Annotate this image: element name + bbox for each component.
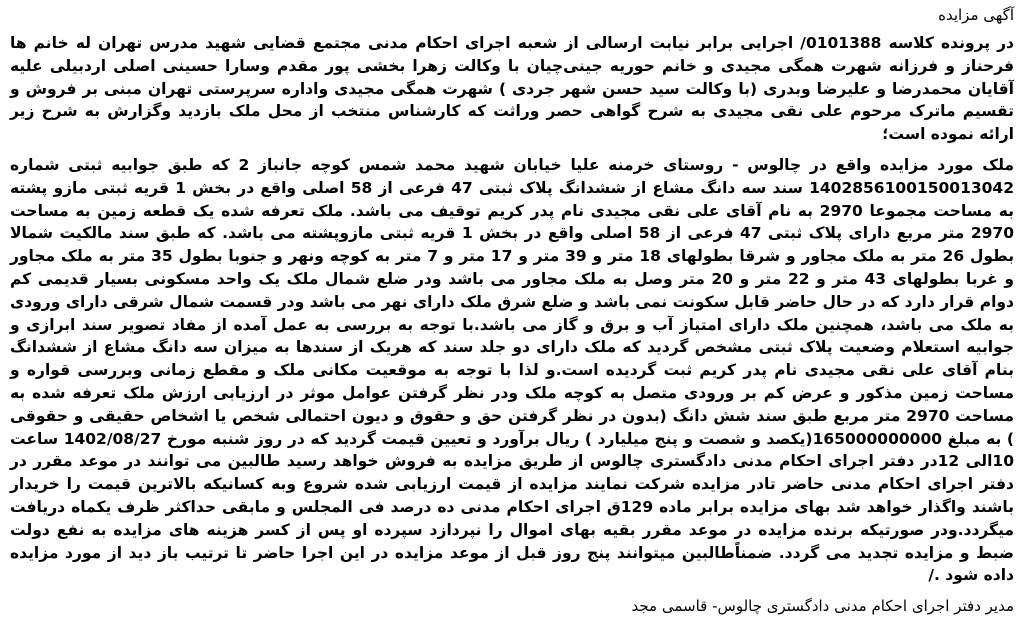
- auction-notice: [10, 4, 1015, 616]
- notice-signature: مدیر دفتر اجرای احکام مدنی دادگستری چالوس- قاسمی مجد: [631, 597, 1014, 616]
- notice-property-paragraph: ملک مورد مزایده واقع در چالوس - روستای خرمنه علیا خیابان شهید محمد شمس کوچه جانباز 2 که طبق جوابیه ثبتی شماره 1402856100150013042 سند سه دانگ مشاع از ششدانگ پلاک ثبتی 47 فرعی از 58 اصلی واقع در بخش 1 قریه ثبتی مازو پشته به مساحت مجموعا 2970 به نام آقای علی نقی مجیدی نام پدر کریم توقیف می باشد. ملک تعرفه شده یک قطعه زمین به مساحت 2970 متر مربع دارای پلاک ثبتی 47 فرعی از 58 اصلی واقع در بخش 1 قریه ثبتی مازوپشته می باشد. که طبق سند مالکیت شمالا بطول 26 متر به ملک مجاور و شرقا بطولهای 18 متر و 39 متر و 17 متر و 7 متر به کوچه ونهر و جنوبا بطول 35 متر به ملک مجاور و غربا بطولهای 43 متر و 22 متر و 20 متر وصل به ملک مجاور می باشد ودر ضلع شمال ملک یک واحد مسکونی بسیار قدیمی کم دوام قرار دارد که در حال حاضر قابل سکونت نمی باشد و ضلع شرق ملک دارای نهر می باشد ودر قسمت شمال شرقی دارای ورودی به ملک می باشد، همچنین ملک دارای امتیاز آب و برق و گاز می باشد.با توجه به بررسی به عمل آمده از مفاد تصویر سند ابرازی و جوابیه استعلام وضعیت پلاک ثبتی مشخص گردید که ملک دارای دو جلد سند که هریک از سندها به میزان سه دانگ مشاع از ششدانگ بنام آقای علی نقی مجیدی نام پدر کریم ثبت گردیده است.و لذا با توجه به موقعیت مکانی ملک و مقطع زمانی وبررسی قواره و مساحت زمین مذکور و عرض کم بر ورودی متصل به کوچه ملک ودر نظر گرفتن عوامل موثر در ارزیابی ارزش ملک تعرفه شده به مساحت 2970 متر مربع طبق سند شش دانگ (بدون در نظر گرفتن حق و حقوق و دیون احتمالی شخص یا اشخاص حقیقی و حقوقی ) به مبلغ 165000000000(یکصد و شصت و پنج میلیارد ) ریال برآورد و تعیین قیمت گردید که در روز شنبه مورخ 1402/08/27 ساعت 10الی 12در دفتر اجرای احکام مدنی دادگستری چالوس از طریق مزایده به فروش خواهد رسید طالبین می توانند در موعد مقرر در دفتر اجرای احکام مدنی حاضر تادر مزایده شرکت نمایند مزایده از قیمت ارزیابی شده شروع وبه کسانیکه بالاترین قیمت را خریدار باشند واگذار خواهد شد بهای مزایده برابر ماده 129ق اجرای احکام مدنی ده درصد فی المجلس و مابقی حداکثر ظرف یکماه دریافت میگردد.ودر صورتیکه برنده مزایده در موعد مقرر بقیه بهای اموال را نپردازد سپرده او پس از کسر هزینه های مزایده به نفع دولت ضبط و مزایده تجدید می گردد. ضمناًطالبین میتوانند پنج روز قبل از موعد مزایده در این اجرا حاضر تا ترتیب باز دید از مورد مزایده داده شود ./: [10, 155, 1015, 585]
- notice-intro-paragraph: در پرونده کلاسه 0101388/ اجرایی برابر نیابت ارسالی از شعبه اجرای احکام مدنی مجتمع قضایی شهید مدرس تهران له خانم ها فرحناز و فرزانه شهرت همگی مجیدی و خانم حوریه جینی‌چیان با وکالت زهرا بخشی پور مقدم وسارا حسینی اصلی اردبیلی علیه آقایان محمدرضا و علیرضا وبدری (با وکالت سید حسن شهر جردی ) شهرت همگی مجیدی واداره سرپرستی تهران مبنی بر فروش و تقسیم ماترک مرحوم علی نقی مجیدی به شرح گواهی حصر وراثت که کارشناس منتخب از محل ملک بازدید وگزارش به شرح زیر ارائه نموده است؛: [10, 34, 1014, 144]
- notice-title: آگهی مزایده: [938, 6, 1014, 24]
